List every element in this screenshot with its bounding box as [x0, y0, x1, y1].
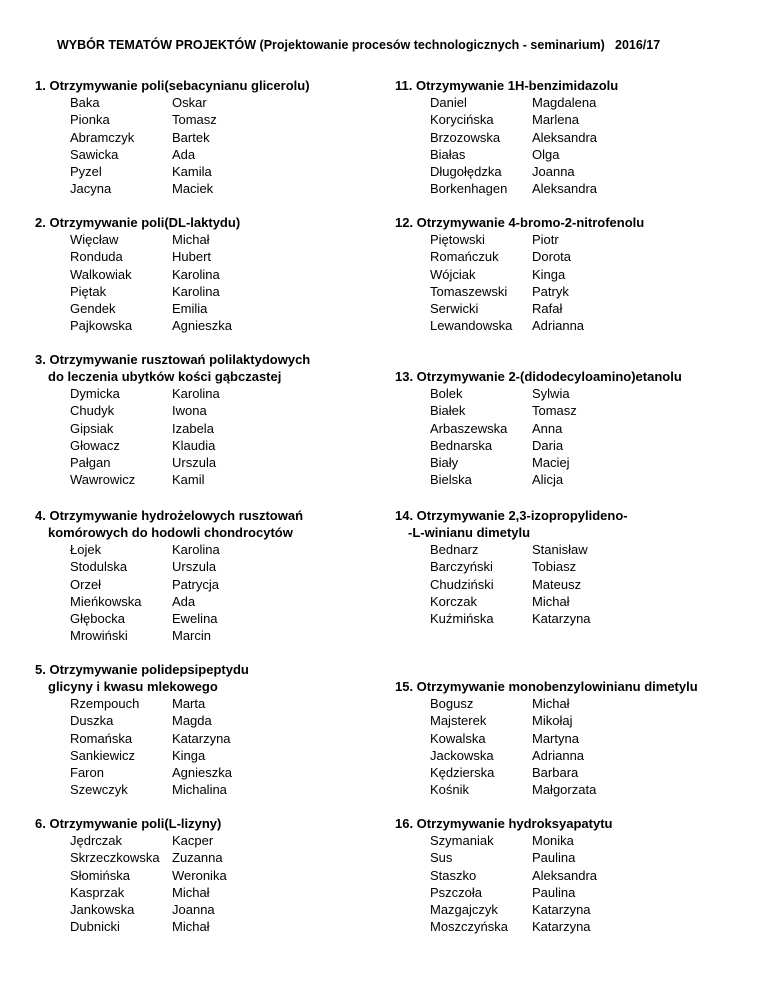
member-surname: Długołędzka	[430, 164, 502, 180]
member-row	[395, 266, 735, 283]
member-row	[35, 849, 375, 866]
member-first-name: Oskar	[172, 95, 207, 110]
member-surname: Jędrczak	[70, 833, 123, 848]
member-row	[395, 918, 735, 935]
member-row	[35, 610, 375, 627]
member-first-name: Aleksandra	[532, 181, 598, 197]
project-title: 15. Otrzymywanie monobenzylowinianu dimetylu	[395, 679, 698, 694]
member-row	[395, 541, 735, 558]
member-first-name: Ada	[172, 593, 196, 609]
page-title	[57, 38, 737, 52]
member-first-name: Tobiasz	[532, 559, 577, 575]
member-first-name: Rafał	[532, 301, 563, 317]
member-first-name: Dorota	[532, 249, 572, 265]
project-title-continued: -L-winianu dimetylu	[408, 525, 531, 540]
project-title-continued: komórowych do hodowli chondrocytów	[48, 525, 293, 540]
member-first-name: Ada	[172, 146, 196, 162]
member-surname: Rzempouch	[70, 696, 140, 711]
member-row	[35, 385, 375, 402]
member-first-name: Adrianna	[532, 747, 585, 763]
member-first-name: Marlena	[532, 112, 579, 128]
member-surname: Korczak	[430, 593, 477, 609]
member-row	[35, 420, 375, 437]
member-first-name: Emilia	[172, 301, 208, 317]
project-block	[395, 678, 735, 799]
member-surname: Romańska	[70, 730, 133, 746]
member-surname: Stodulska	[70, 559, 128, 575]
project-block	[35, 351, 375, 489]
member-surname: Bolek	[430, 386, 463, 401]
member-first-name: Michalina	[172, 782, 227, 798]
member-row	[35, 712, 375, 729]
project-block	[395, 77, 735, 198]
member-row	[35, 163, 375, 180]
member-row	[395, 163, 735, 180]
member-row	[395, 180, 735, 197]
member-first-name: Alicja	[532, 472, 564, 488]
member-surname: Brzozowska	[430, 129, 501, 145]
member-surname: Wawrowicz	[70, 472, 136, 488]
member-first-name: Marcin	[172, 628, 212, 644]
project-block	[395, 368, 735, 489]
member-surname: Kędzierska	[430, 765, 495, 781]
member-first-name: Karolina	[172, 542, 220, 557]
member-first-name: Patrycja	[172, 576, 219, 592]
member-row	[395, 146, 735, 163]
member-first-name: Małgorzata	[532, 782, 597, 798]
member-row	[395, 471, 735, 488]
member-surname: Lewandowska	[430, 318, 513, 334]
project-title: 3. Otrzymywanie rusztowań polilaktydowych	[35, 352, 311, 367]
member-row	[395, 558, 735, 575]
member-first-name: Bartek	[172, 129, 210, 145]
member-row	[35, 94, 375, 111]
member-surname: Mazgajczyk	[430, 902, 498, 918]
member-first-name: Patryk	[532, 283, 569, 299]
member-row	[395, 832, 735, 849]
member-surname: Daniel	[430, 95, 467, 110]
member-surname: Chudziński	[430, 576, 494, 592]
member-row	[395, 576, 735, 593]
member-first-name: Tomasz	[172, 112, 217, 128]
member-row	[395, 781, 735, 798]
member-row	[35, 129, 375, 146]
member-row	[35, 832, 375, 849]
member-first-name: Paulina	[532, 850, 576, 866]
academic-year: 2016/17	[615, 38, 661, 52]
member-first-name: Daria	[532, 437, 564, 453]
member-surname: Głowacz	[70, 437, 120, 453]
project-title: 5. Otrzymywanie polidepsipeptydu	[35, 662, 249, 677]
member-row	[395, 94, 735, 111]
member-row	[395, 385, 735, 402]
member-surname: Białas	[430, 146, 466, 162]
member-surname: Bielska	[430, 472, 472, 488]
member-first-name: Magdalena	[532, 95, 597, 110]
member-surname: Baka	[70, 95, 100, 110]
member-row	[35, 437, 375, 454]
member-surname: Sankiewicz	[70, 747, 136, 763]
member-first-name: Martyna	[532, 730, 579, 746]
member-surname: Pyzel	[70, 164, 102, 180]
member-first-name: Urszula	[172, 559, 217, 575]
member-first-name: Monika	[532, 833, 574, 848]
member-row	[35, 558, 375, 575]
member-surname: Borkenhagen	[430, 181, 508, 197]
member-row	[395, 884, 735, 901]
member-first-name: Katarzyna	[532, 919, 591, 935]
member-first-name: Marta	[172, 696, 206, 711]
member-first-name: Katarzyna	[172, 730, 231, 746]
member-first-name: Mikołaj	[532, 713, 573, 729]
member-first-name: Karolina	[172, 266, 220, 282]
member-first-name: Weronika	[172, 867, 227, 883]
project-block	[35, 214, 375, 335]
project-title: 13. Otrzymywanie 2-(didodecyloamino)etanolu	[395, 369, 682, 384]
member-row	[395, 730, 735, 747]
member-surname: Dubnicki	[70, 919, 120, 935]
member-surname: Łojek	[70, 542, 102, 557]
member-surname: Słomińska	[70, 867, 130, 883]
member-row	[35, 541, 375, 558]
member-first-name: Katarzyna	[532, 611, 591, 627]
project-title: 14. Otrzymywanie 2,3-izopropylideno-	[395, 508, 628, 523]
member-first-name: Sylwia	[532, 386, 570, 401]
member-surname: Biały	[430, 455, 459, 471]
member-row	[395, 420, 735, 437]
member-row	[395, 111, 735, 128]
member-surname: Duszka	[70, 713, 114, 729]
member-surname: Pajkowska	[70, 318, 133, 334]
member-first-name: Kinga	[172, 747, 206, 763]
member-row	[35, 747, 375, 764]
member-first-name: Hubert	[172, 249, 212, 265]
member-row	[35, 471, 375, 488]
member-row	[395, 747, 735, 764]
member-surname: Abramczyk	[70, 129, 135, 145]
member-surname: Piętowski	[430, 232, 485, 247]
project-title: 16. Otrzymywanie hydroksyapatytu	[395, 816, 613, 831]
member-surname: Tomaszewski	[430, 283, 508, 299]
project-title-continued: do leczenia ubytków kości gąbczastej	[48, 369, 282, 384]
member-row	[35, 266, 375, 283]
member-row	[35, 781, 375, 798]
member-first-name: Kamil	[172, 472, 205, 488]
member-surname: Pszczoła	[430, 884, 483, 900]
member-first-name: Kacper	[172, 833, 214, 848]
member-row	[35, 283, 375, 300]
member-row	[395, 764, 735, 781]
project-title: 2. Otrzymywanie poli(DL-laktydu)	[35, 215, 241, 230]
member-first-name: Katarzyna	[532, 902, 591, 918]
member-surname: Gendek	[70, 301, 116, 317]
member-first-name: Zuzanna	[172, 850, 223, 866]
member-surname: Więcław	[70, 232, 119, 247]
member-surname: Mieńkowska	[70, 593, 142, 609]
member-row	[35, 402, 375, 419]
member-row	[35, 180, 375, 197]
member-row	[395, 454, 735, 471]
project-block	[35, 815, 375, 936]
member-surname: Białek	[430, 403, 466, 419]
member-row	[395, 317, 735, 334]
member-row	[35, 317, 375, 334]
member-surname: Dymicka	[70, 386, 120, 401]
member-row	[395, 867, 735, 884]
member-row	[395, 712, 735, 729]
member-row	[395, 695, 735, 712]
member-surname: Piętak	[70, 283, 107, 299]
member-first-name: Stanisław	[532, 542, 588, 557]
member-row	[395, 901, 735, 918]
member-first-name: Michał	[172, 919, 210, 935]
member-row	[35, 730, 375, 747]
member-row	[35, 695, 375, 712]
member-surname: Sawicka	[70, 146, 119, 162]
member-surname: Gipsiak	[70, 420, 114, 436]
member-first-name: Klaudia	[172, 437, 216, 453]
project-title: 1. Otrzymywanie poli(sebacynianu glicerolu)	[35, 78, 310, 93]
member-first-name: Joanna	[532, 164, 575, 180]
member-surname: Pałgan	[70, 455, 111, 471]
member-surname: Sus	[430, 850, 453, 866]
member-surname: Chudyk	[70, 403, 115, 419]
member-first-name: Barbara	[532, 765, 579, 781]
member-row	[35, 918, 375, 935]
project-title: 4. Otrzymywanie hydrożelowych rusztowań	[35, 508, 304, 523]
member-row	[35, 901, 375, 918]
member-first-name: Anna	[532, 420, 563, 436]
member-first-name: Agnieszka	[172, 318, 232, 334]
member-first-name: Olga	[532, 146, 560, 162]
member-first-name: Maciej	[532, 455, 570, 471]
member-row	[35, 627, 375, 644]
member-row	[35, 884, 375, 901]
page-title-text: WYBÓR TEMATÓW PROJEKTÓW (Projektowanie procesów technologicznych - seminarium)	[57, 38, 605, 52]
member-first-name: Tomasz	[532, 403, 577, 419]
member-surname: Orzeł	[70, 576, 102, 592]
member-surname: Barczyński	[430, 559, 493, 575]
member-first-name: Michał	[172, 884, 210, 900]
member-first-name: Kinga	[532, 266, 566, 282]
member-row	[35, 231, 375, 248]
member-surname: Wójciak	[430, 266, 476, 282]
member-first-name: Mateusz	[532, 576, 582, 592]
member-surname: Jacyna	[70, 181, 112, 197]
member-surname: Jankowska	[70, 902, 135, 918]
member-surname: Mrowiński	[70, 628, 128, 644]
member-first-name: Urszula	[172, 455, 217, 471]
member-surname: Moszczyńska	[430, 919, 509, 935]
member-surname: Majsterek	[430, 713, 487, 729]
project-title: 6. Otrzymywanie poli(L-lizyny)	[35, 816, 222, 831]
member-surname: Serwicki	[430, 301, 479, 317]
project-block	[395, 815, 735, 936]
member-surname: Bednarz	[430, 542, 479, 557]
member-row	[395, 437, 735, 454]
member-row	[35, 146, 375, 163]
member-first-name: Joanna	[172, 902, 215, 918]
member-row	[395, 283, 735, 300]
member-first-name: Karolina	[172, 283, 220, 299]
member-surname: Szymaniak	[430, 833, 494, 848]
member-surname: Korycińska	[430, 112, 494, 128]
member-row	[395, 248, 735, 265]
project-block	[395, 214, 735, 335]
member-surname: Kowalska	[430, 730, 486, 746]
member-row	[395, 300, 735, 317]
member-surname: Kasprzak	[70, 884, 125, 900]
member-first-name: Maciek	[172, 181, 214, 197]
member-row	[395, 849, 735, 866]
member-first-name: Agnieszka	[172, 765, 232, 781]
member-surname: Kuźmińska	[430, 611, 494, 627]
member-row	[35, 764, 375, 781]
member-surname: Faron	[70, 765, 104, 781]
project-block	[35, 661, 375, 799]
member-surname: Jackowska	[430, 747, 494, 763]
member-surname: Kośnik	[430, 782, 470, 798]
member-row	[35, 867, 375, 884]
member-first-name: Michał	[532, 593, 570, 609]
member-row	[395, 402, 735, 419]
member-surname: Pionka	[70, 112, 110, 128]
member-first-name: Aleksandra	[532, 129, 598, 145]
member-row	[35, 454, 375, 471]
member-row	[35, 300, 375, 317]
member-row	[395, 129, 735, 146]
member-row	[395, 593, 735, 610]
member-surname: Staszko	[430, 867, 477, 883]
member-first-name: Michał	[172, 232, 210, 247]
project-title: 12. Otrzymywanie 4-bromo-2-nitrofenolu	[395, 215, 645, 230]
member-row	[35, 576, 375, 593]
member-row	[35, 593, 375, 610]
member-first-name: Adrianna	[532, 318, 585, 334]
member-surname: Bednarska	[430, 437, 493, 453]
member-surname: Romańczuk	[430, 249, 499, 265]
project-title-continued: glicyny i kwasu mlekowego	[48, 679, 218, 694]
member-first-name: Michał	[532, 696, 570, 711]
member-first-name: Magda	[172, 713, 212, 729]
member-first-name: Izabela	[172, 420, 214, 436]
project-block	[395, 507, 735, 627]
member-first-name: Aleksandra	[532, 867, 598, 883]
member-surname: Głębocka	[70, 611, 125, 627]
member-surname: Szewczyk	[70, 782, 128, 798]
member-first-name: Kamila	[172, 164, 212, 180]
project-block	[35, 507, 375, 645]
member-row	[35, 111, 375, 128]
member-row	[395, 231, 735, 248]
member-surname: Bogusz	[430, 696, 474, 711]
project-title: 11. Otrzymywanie 1H-benzimidazolu	[395, 78, 619, 93]
project-block	[35, 77, 375, 198]
member-first-name: Ewelina	[172, 611, 218, 627]
member-row	[395, 610, 735, 627]
member-surname: Walkowiak	[70, 266, 132, 282]
member-surname: Ronduda	[70, 249, 123, 265]
member-row	[35, 248, 375, 265]
member-first-name: Paulina	[532, 884, 576, 900]
member-surname: Arbaszewska	[430, 420, 508, 436]
member-surname: Skrzeczkowska	[70, 850, 160, 866]
member-first-name: Iwona	[172, 403, 207, 419]
member-first-name: Piotr	[532, 232, 559, 247]
member-first-name: Karolina	[172, 386, 220, 401]
